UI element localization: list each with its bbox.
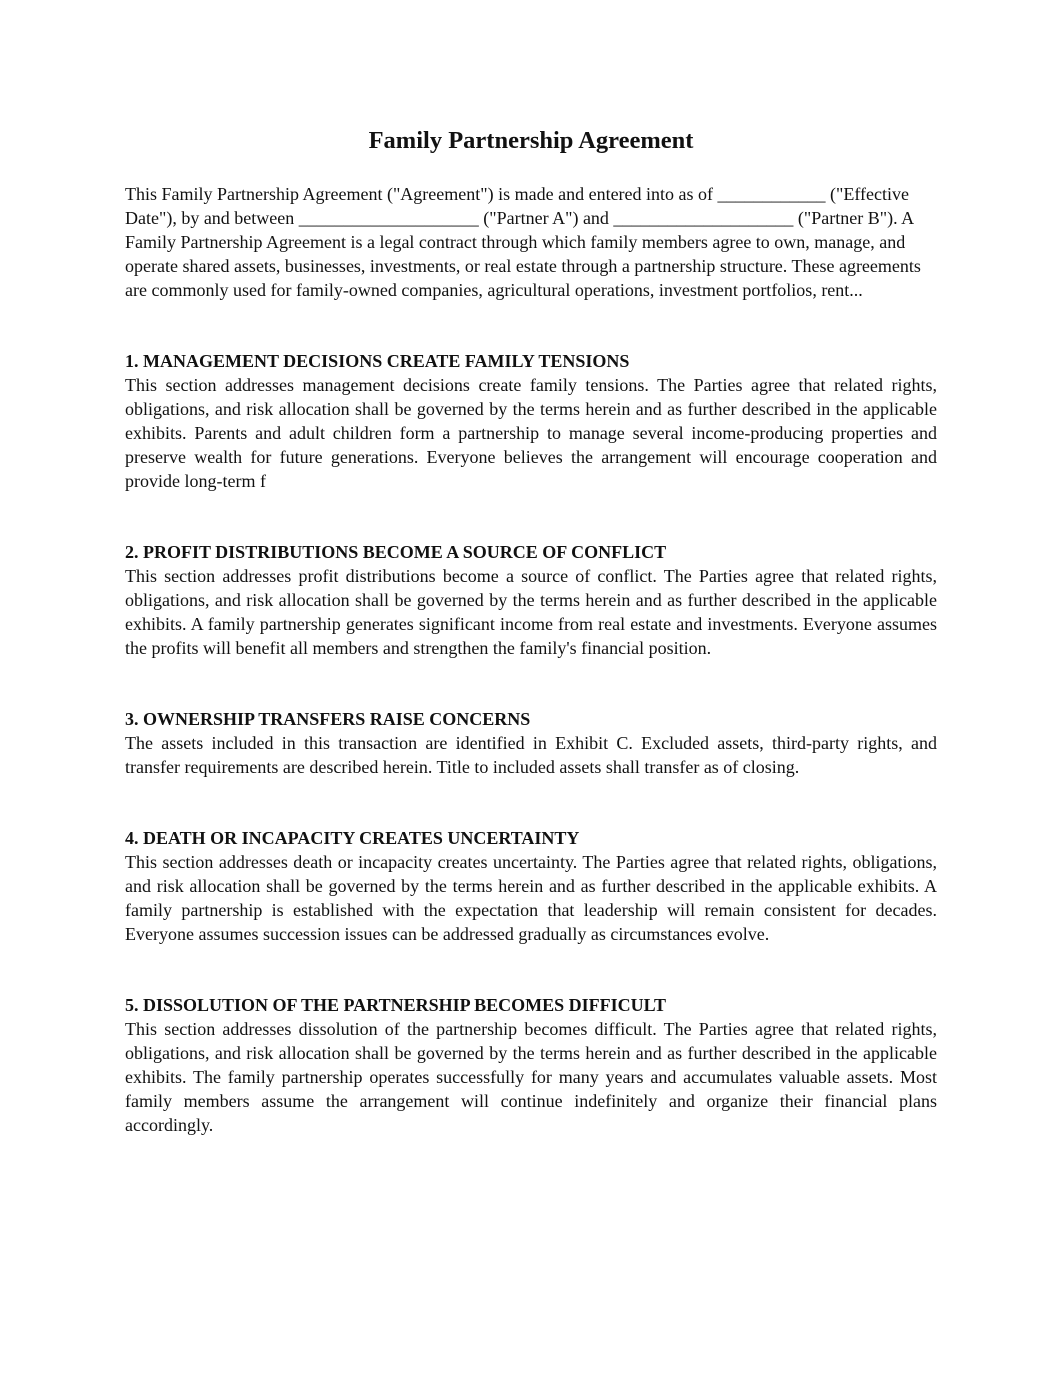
section-5: [125, 993, 937, 1137]
section-4: [125, 826, 937, 946]
section-2: [125, 540, 937, 660]
section-heading: 1. MANAGEMENT DECISIONS CREATE FAMILY TENSIONS: [125, 351, 630, 371]
section-body: This section addresses death or incapacity creates uncertainty. The Parties agree that related rights, obligations, and risk allocation shall be governed by the terms herein and as further described in the applicable exhibits. A family partnership is established with the expectation that leadership will remain consistent for decades. Everyone assumes succession issues can be addressed gradually as circumstances evolve.: [125, 852, 937, 944]
section-body: The assets included in this transaction are identified in Exhibit C. Excluded assets, third-party rights, and transfer requirements are described herein. Title to included assets shall transfer as of closing.: [125, 733, 937, 777]
section-3: [125, 707, 937, 779]
section-heading: 5. DISSOLUTION OF THE PARTNERSHIP BECOMES DIFFICULT: [125, 995, 666, 1015]
intro-paragraph: This Family Partnership Agreement ("Agreement") is made and entered into as of ____________ ("Effective Date"), by and between ____________________ ("Partner A") and ____________________ ("Partner B"). A Family Partnership Agreement is a legal contract through which family members agree to own, manage, and operate shared assets, businesses, investments, or real estate through a partnership structure. These agreements are commonly used for family-owned companies, agricultural operations, investment portfolios, rent...: [125, 184, 921, 300]
section-body: This section addresses dissolution of the partnership becomes difficult. The Parties agree that related rights, obligations, and risk allocation shall be governed by the terms herein and as further described in the applicable exhibits. The family partnership operates successfully for many years and accumulates valuable assets. Most family members assume the arrangement will continue indefinitely and organize their financial plans accordingly.: [125, 1019, 937, 1135]
section-heading: 3. OWNERSHIP TRANSFERS RAISE CONCERNS: [125, 709, 531, 729]
section-body: This section addresses profit distributions become a source of conflict. The Parties agree that related rights, obligations, and risk allocation shall be governed by the terms herein and as further described in the applicable exhibits. A family partnership generates significant income from real estate and investments. Everyone assumes the profits will benefit all members and strengthen the family's financial position.: [125, 566, 937, 658]
document-title: Family Partnership Agreement: [368, 127, 694, 154]
section-1: [125, 349, 937, 493]
section-body: This section addresses management decisions create family tensions. The Parties agree that related rights, obligations, and risk allocation shall be governed by the terms herein and as further described in the applicable exhibits. Parents and adult children form a partnership to manage several income-producing properties and preserve wealth for future generations. Everyone believes the arrangement will encourage cooperation and provide long-term f: [125, 375, 937, 491]
section-heading: 2. PROFIT DISTRIBUTIONS BECOME A SOURCE OF CONFLICT: [125, 542, 667, 562]
section-heading: 4. DEATH OR INCAPACITY CREATES UNCERTAINTY: [125, 828, 580, 848]
document-page: [125, 124, 937, 1137]
